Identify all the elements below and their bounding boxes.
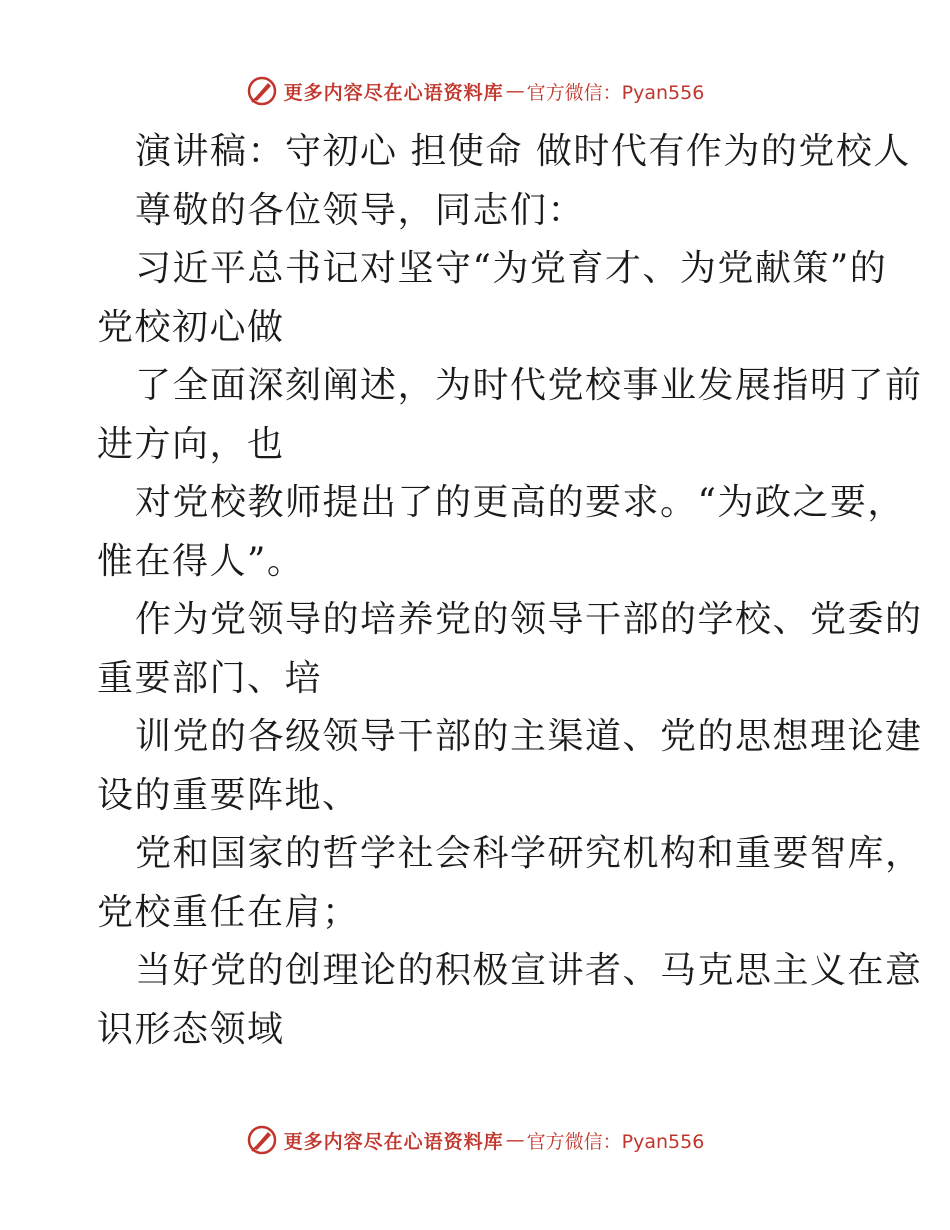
banner-dash: — [505, 1129, 525, 1151]
banner-brand-text: 更多内容尽在心语资料库 [283, 81, 504, 104]
paragraph-line: 识形态领域 [97, 1008, 285, 1050]
header-banner [0, 71, 950, 111]
footer-banner [0, 1120, 950, 1160]
paragraph-line: 惟在得人”。 [97, 540, 305, 582]
paragraph-line: 党和国家的哲学社会科学研究机构和重要智库， [135, 833, 923, 874]
banner-wechat-text: 官方微信：Pyan556 [526, 81, 705, 104]
banner-brand-text: 更多内容尽在心语资料库 [283, 1130, 504, 1153]
quill-pen-logo-icon [246, 1124, 278, 1156]
document-title: 演讲稿：守初心 担使命 做时代有作为的党校人 [135, 131, 911, 172]
paragraph-line: 重要部门、培 [97, 657, 323, 699]
paragraph-line: 党校初心做 [97, 306, 285, 348]
quill-pen-logo-icon [246, 75, 278, 107]
banner-wechat-text: 官方微信：Pyan556 [526, 1130, 705, 1153]
banner-dash: — [505, 80, 525, 102]
document-body [97, 123, 923, 1059]
paragraph-line: 当好党的创理论的积极宣讲者、马克思主义在意 [135, 950, 923, 991]
paragraph-line: 党校重任在肩； [97, 891, 360, 933]
paragraph-line: 对党校教师提出了的更高的要求。“为政之要， [135, 482, 905, 523]
paragraph-line: 训党的各级领导干部的主渠道、党的思想理论建 [135, 716, 923, 757]
paragraph-line: 设的重要阵地、 [97, 774, 360, 816]
paragraph-line: 作为党领导的培养党的领导干部的学校、党委的 [135, 599, 923, 640]
paragraph-line: 习近平总书记对坚守“为党育才、为党献策”的 [135, 248, 888, 289]
salutation: 尊敬的各位领导，同志们： [135, 189, 586, 231]
paragraph-line: 进方向，也 [97, 423, 285, 465]
paragraph-line: 了全面深刻阐述，为时代党校事业发展指明了前 [135, 365, 923, 406]
